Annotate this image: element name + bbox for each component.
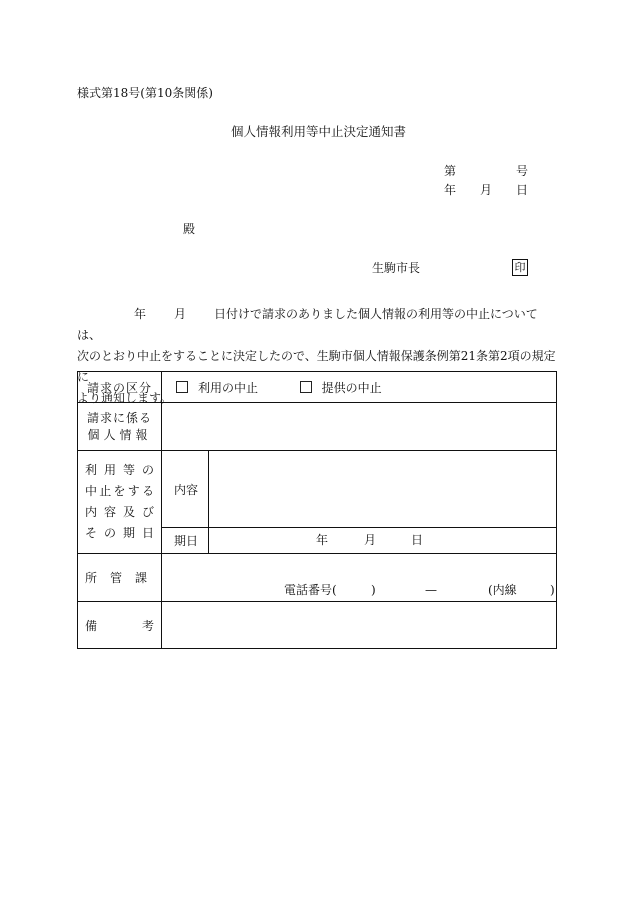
stop-label-line-2 (78, 481, 161, 502)
stop-label-char: 利 (85, 463, 98, 477)
row-stop-content (78, 451, 557, 528)
row-request-type (78, 372, 557, 403)
stop-label-char: の (103, 526, 116, 540)
department-label-char: 管 (109, 571, 122, 585)
stop-label-char: 及 (122, 505, 135, 519)
stop-label-char: を (113, 484, 126, 498)
personal-info-label: 請求に係る 個人情報 (78, 403, 162, 451)
seal-mark: 印 (512, 259, 528, 276)
row-department (78, 554, 557, 602)
option-use-stop: 利用の中止 (198, 380, 259, 395)
department-label-chars (78, 569, 161, 586)
body-line1: 日付けで請求のありました個人情報の利用等の中止については、 (77, 307, 538, 342)
body-line2: 次のとおり中止をすることに決定したので、生駒市個人情報保護条例第21条第2項の規定に (77, 349, 556, 384)
remarks-label-chars (78, 617, 161, 634)
stop-label-char: 日 (141, 526, 154, 540)
extension-label: (内線 (488, 583, 517, 597)
period-field[interactable]: 年 月 日 (209, 528, 557, 554)
issuer: 生駒市長 (372, 261, 421, 275)
row-remarks (78, 602, 557, 649)
body-line3: より通知します。 (77, 391, 173, 405)
notice-table (77, 371, 557, 649)
content-label: 内容 (162, 451, 209, 528)
body-year: 年 (134, 307, 147, 321)
row-personal-info (78, 403, 557, 451)
personal-info-field[interactable] (162, 403, 557, 451)
date-month: 月 (480, 183, 493, 197)
stop-content-label (78, 451, 162, 554)
phone-close: ) (371, 583, 376, 597)
extension-close: ) (550, 583, 555, 597)
remarks-field[interactable] (162, 602, 557, 649)
doc-number-dai: 第 (444, 164, 457, 178)
department-label-char: 課 (134, 571, 147, 585)
document-title: 個人情報利用等中止決定通知書 (231, 124, 407, 139)
date-day: 日 (516, 183, 529, 197)
stop-label-char: る (141, 484, 154, 498)
addressee-suffix: 殿 (183, 222, 196, 236)
stop-label-char: 用 (103, 463, 116, 477)
stop-label-char: 等 (122, 463, 135, 477)
department-label (78, 554, 162, 602)
phone-label: 電話番号( (284, 583, 337, 597)
checkbox-provide-stop[interactable] (300, 381, 312, 393)
stop-label-char: す (127, 484, 140, 498)
stop-label-char: 中 (85, 484, 98, 498)
phone-dash: — (425, 583, 437, 597)
remarks-label-char: 考 (141, 618, 154, 633)
content-field[interactable] (209, 451, 557, 528)
body-month: 月 (174, 307, 187, 321)
stop-label-char: 止 (99, 484, 112, 498)
stop-label-char: 容 (103, 505, 116, 519)
stop-label-line-3 (78, 502, 161, 523)
department-label-char: 所 (85, 571, 98, 585)
remarks-label (78, 602, 162, 649)
stop-label-char: そ (85, 526, 98, 540)
stop-label-line-4 (78, 523, 161, 544)
stop-label-char: び (141, 505, 154, 519)
stop-label-char: 内 (85, 505, 98, 519)
doc-number-go: 号 (516, 164, 529, 178)
request-type-label: 請求の区分 (78, 372, 162, 403)
option-provide-stop: 提供の中止 (321, 380, 382, 395)
department-field[interactable] (162, 554, 557, 602)
date-year: 年 (444, 183, 457, 197)
checkbox-use-stop[interactable] (176, 381, 188, 393)
remarks-label-char: 備 (85, 618, 98, 633)
form-number: 様式第18号(第10条関係) (77, 86, 213, 100)
stop-label-char: 期 (122, 526, 135, 540)
stop-label-char: の (141, 463, 154, 477)
period-label: 期日 (162, 528, 209, 554)
request-type-options (162, 372, 557, 403)
stop-label-line-1 (78, 460, 161, 481)
